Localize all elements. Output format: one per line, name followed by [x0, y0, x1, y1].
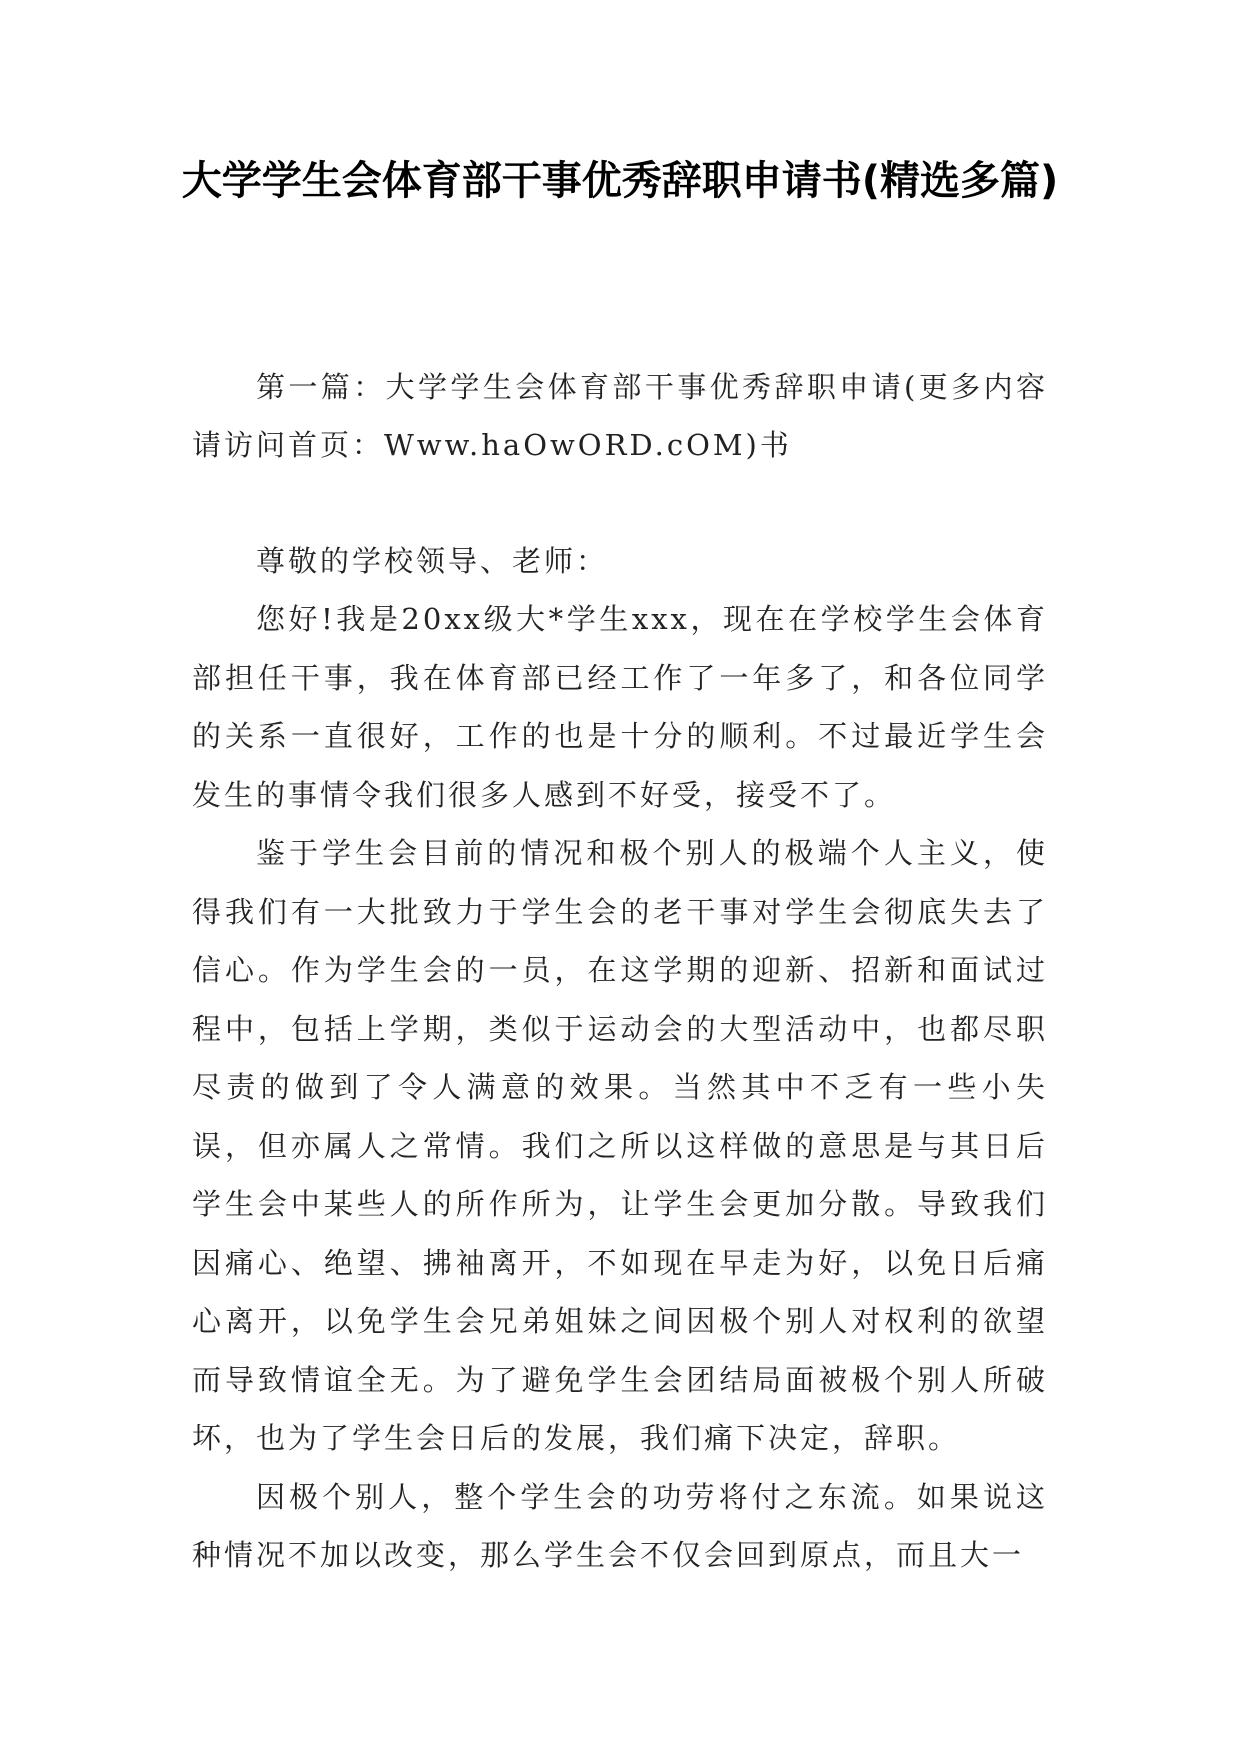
document-title: 大学学生会体育部干事优秀辞职申请书(精选多篇) [181, 158, 1059, 204]
paragraph-introduction: 您好!我是20xx级大*学生xxx，现在在学校学生会体育部担任干事，我在体育部已经工作了一年多了，和各位同学的关系一直很好，工作的也是十分的顺利。不过最近学生会发生的事情令我们很多人感到不好受，接受不了。 [192, 602, 1048, 812]
first-section-heading: 第一篇：大学学生会体育部干事优秀辞职申请(更多内容请访问首页：Www.haOwORD.cOM)书 [192, 370, 1048, 462]
paragraph-consequences: 因极个别人，整个学生会的功劳将付之东流。如果说这种情况不加以改变，那么学生会不仅会回到原点，而且大一 [192, 1479, 1048, 1572]
salutation: 尊敬的学校领导、老师： [256, 544, 609, 578]
paragraph-reasons: 鉴于学生会目前的情况和极个别人的极端个人主义，使得我们有一大批致力于学生会的老干事对学生会彻底失去了信心。作为学生会的一员，在这学期的迎新、招新和面试过程中，包括上学期，类似于运动会的大型活动中，也都尽职尽责的做到了令人满意的效果。当然其中不乏有一些小失误，但亦属人之常情。我们之所以这样做的意思是与其日后学生会中某些人的所作所为，让学生会更加分散。导致我们因痛心、绝望、拂袖离开，不如现在早走为好，以免日后痛心离开，以免学生会兄弟姐妹之间因极个别人对权利的欲望而导致情谊全无。为了避免学生会团结局面被极个别人所破坏，也为了学生会日后的发展，我们痛下决定，辞职。 [192, 836, 1048, 1455]
letter-body [192, 590, 1048, 1585]
